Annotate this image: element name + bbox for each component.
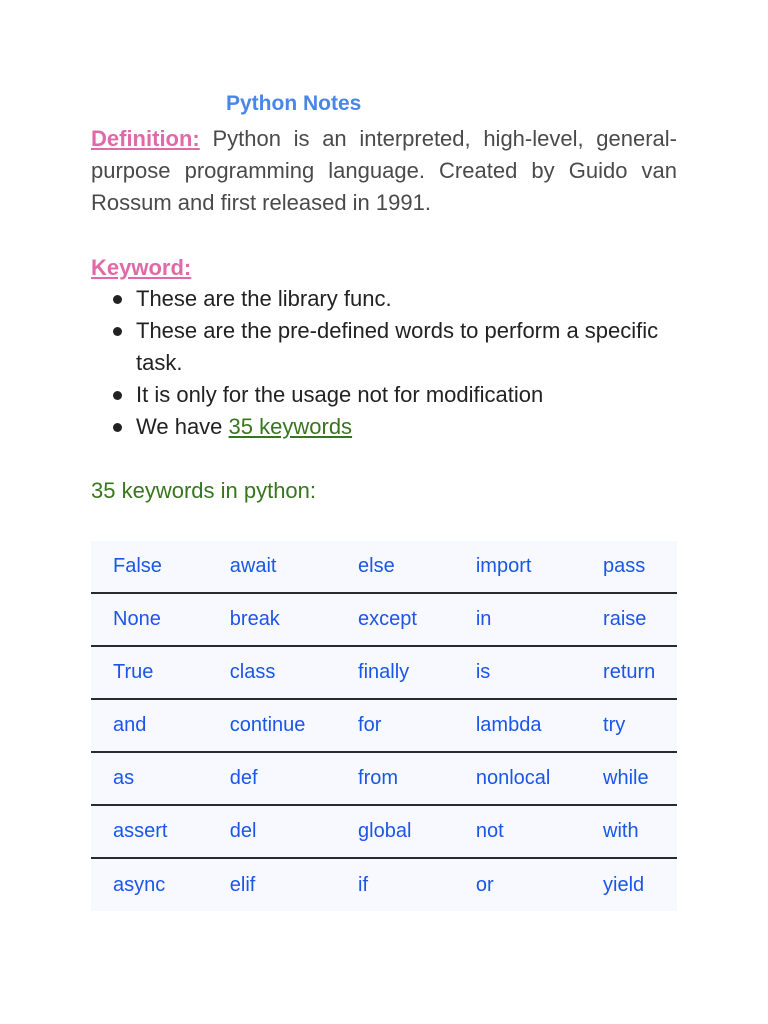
table-cell: as <box>91 752 208 805</box>
table-cell: True <box>91 646 208 699</box>
table-cell: assert <box>91 805 208 858</box>
definition-paragraph <box>91 123 677 219</box>
keywords-heading: 35 keywords in python: <box>91 478 317 503</box>
table-row <box>91 752 677 805</box>
table-row <box>91 541 677 593</box>
page-title: Python Notes <box>226 92 362 115</box>
table-cell: yield <box>603 873 645 896</box>
definition-label: Definition: <box>91 126 200 151</box>
table-cell: or <box>475 873 494 896</box>
table-cell: continue <box>208 699 336 752</box>
bullet-text: These are the library func. <box>136 286 392 311</box>
bullet-text: We have <box>136 414 229 439</box>
table-cell: import <box>454 541 581 593</box>
table-row <box>91 699 677 752</box>
keywords-table <box>91 541 677 911</box>
table-cell: False <box>91 541 208 593</box>
table-cell: else <box>336 541 454 593</box>
table-cell: def <box>208 752 336 805</box>
table-cell: global <box>336 805 454 858</box>
keywords-link[interactable]: 35 keywords <box>228 414 353 439</box>
list-item <box>91 315 691 379</box>
table-cell: raise <box>581 593 677 646</box>
list-item <box>91 283 691 315</box>
table-cell: lambda <box>454 699 581 752</box>
table-cell: del <box>208 805 336 858</box>
keyword-section-heading <box>91 252 191 284</box>
bullet-text: It is only for the usage not for modification <box>136 382 544 407</box>
table-cell: in <box>454 593 581 646</box>
table-cell: not <box>454 805 581 858</box>
table-cell: is <box>454 646 581 699</box>
table-cell: elif <box>229 873 256 896</box>
table-cell: while <box>581 752 677 805</box>
table-cell: except <box>336 593 454 646</box>
table-cell: await <box>208 541 336 593</box>
bullet-icon <box>113 327 122 336</box>
table-cell: for <box>336 699 454 752</box>
table-cell: class <box>208 646 336 699</box>
table-cell: return <box>581 646 677 699</box>
table-cell: try <box>581 699 677 752</box>
table-cell: from <box>336 752 454 805</box>
table-row <box>91 858 677 911</box>
table-row <box>91 593 677 646</box>
table-cell: with <box>581 805 677 858</box>
table-cell: and <box>91 699 208 752</box>
table-row <box>91 805 677 858</box>
bullet-text: These are the pre-defined words to perform a specific task. <box>136 318 659 375</box>
bullet-icon <box>113 295 122 304</box>
table-cell: break <box>208 593 336 646</box>
table-cell: nonlocal <box>454 752 581 805</box>
table-row <box>91 646 677 699</box>
definition-text: Python is an interpreted, high-level, general-purpose programming language. Created by Guido van Rossum and first released in 1991. <box>91 126 677 215</box>
table-cell: async <box>113 873 166 896</box>
table-cell: if <box>358 873 369 896</box>
table-cell: None <box>91 593 208 646</box>
bullet-icon <box>113 391 122 400</box>
table-cell: pass <box>581 541 677 593</box>
bullet-icon <box>113 423 122 432</box>
list-item <box>91 411 691 443</box>
keyword-bullet-list <box>91 283 691 443</box>
keyword-label: Keyword: <box>91 255 192 280</box>
table-cell: finally <box>336 646 454 699</box>
list-item <box>91 379 691 411</box>
